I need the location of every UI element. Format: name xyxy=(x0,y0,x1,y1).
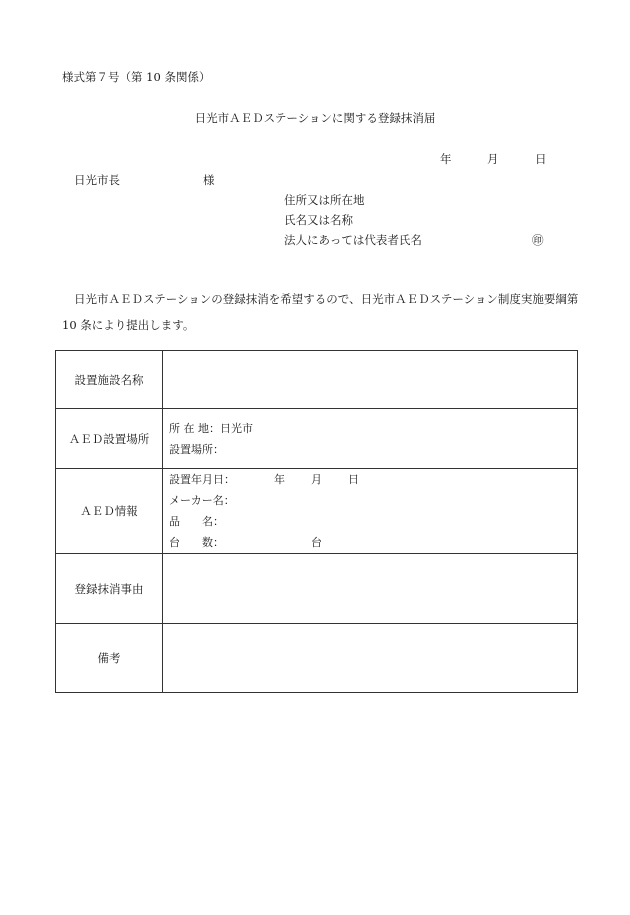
reason-label: 登録抹消事由 xyxy=(56,554,163,624)
addressee-name: 日光市長 xyxy=(74,173,120,187)
maker-label: メーカー名： xyxy=(169,494,235,507)
reason-field[interactable] xyxy=(163,554,578,624)
applicant-name-label: 氏名又は名称 xyxy=(284,213,353,227)
install-date-line xyxy=(169,469,577,490)
install-year: 年 xyxy=(274,473,285,486)
form-number: 様式第７号（第 10 条関係） xyxy=(62,70,211,84)
count-line xyxy=(169,532,577,553)
row-aed-info xyxy=(56,469,578,554)
date-year: 年 xyxy=(440,152,452,166)
remarks-field[interactable] xyxy=(163,624,578,693)
aed-info-field[interactable] xyxy=(163,469,578,554)
applicant-corp-label: 法人にあっては代表者氏名 xyxy=(284,233,422,247)
remarks-label: 備考 xyxy=(56,624,163,693)
install-date-label: 設置年月日： xyxy=(169,473,235,486)
applicant-address-label: 住所又は所在地 xyxy=(284,193,365,207)
install-month: 月 xyxy=(311,473,322,486)
location-address: 所 在 地：日光市 xyxy=(169,421,253,435)
date-day: 日 xyxy=(535,152,547,166)
location-place: 設置場所： xyxy=(169,442,224,456)
registration-table xyxy=(55,350,578,693)
row-reason xyxy=(56,554,578,624)
aed-info-label: ＡＥＤ情報 xyxy=(56,469,163,554)
facility-name-label: 設置施設名称 xyxy=(56,351,163,409)
body-paragraph: 日光市ＡＥＤステーションの登録抹消を希望するので、日光市ＡＥＤステーション制度実施要綱第 10 条により提出します。 xyxy=(62,292,579,332)
aed-location-label: ＡＥＤ設置場所 xyxy=(56,409,163,469)
seal-mark: ㊞ xyxy=(532,233,544,247)
page-title: 日光市ＡＥＤステーションに関する登録抹消届 xyxy=(194,111,436,125)
product-name-label: 品 名： xyxy=(169,515,224,528)
aed-location-field[interactable] xyxy=(163,409,578,469)
row-facility-name xyxy=(56,351,578,409)
date-month: 月 xyxy=(487,152,499,166)
install-day: 日 xyxy=(348,473,359,486)
facility-name-field[interactable] xyxy=(163,351,578,409)
count-label: 台 数： xyxy=(169,536,224,549)
row-remarks xyxy=(56,624,578,693)
count-unit: 台 xyxy=(311,536,322,549)
addressee-honorific: 様 xyxy=(203,173,215,187)
row-aed-location xyxy=(56,409,578,469)
